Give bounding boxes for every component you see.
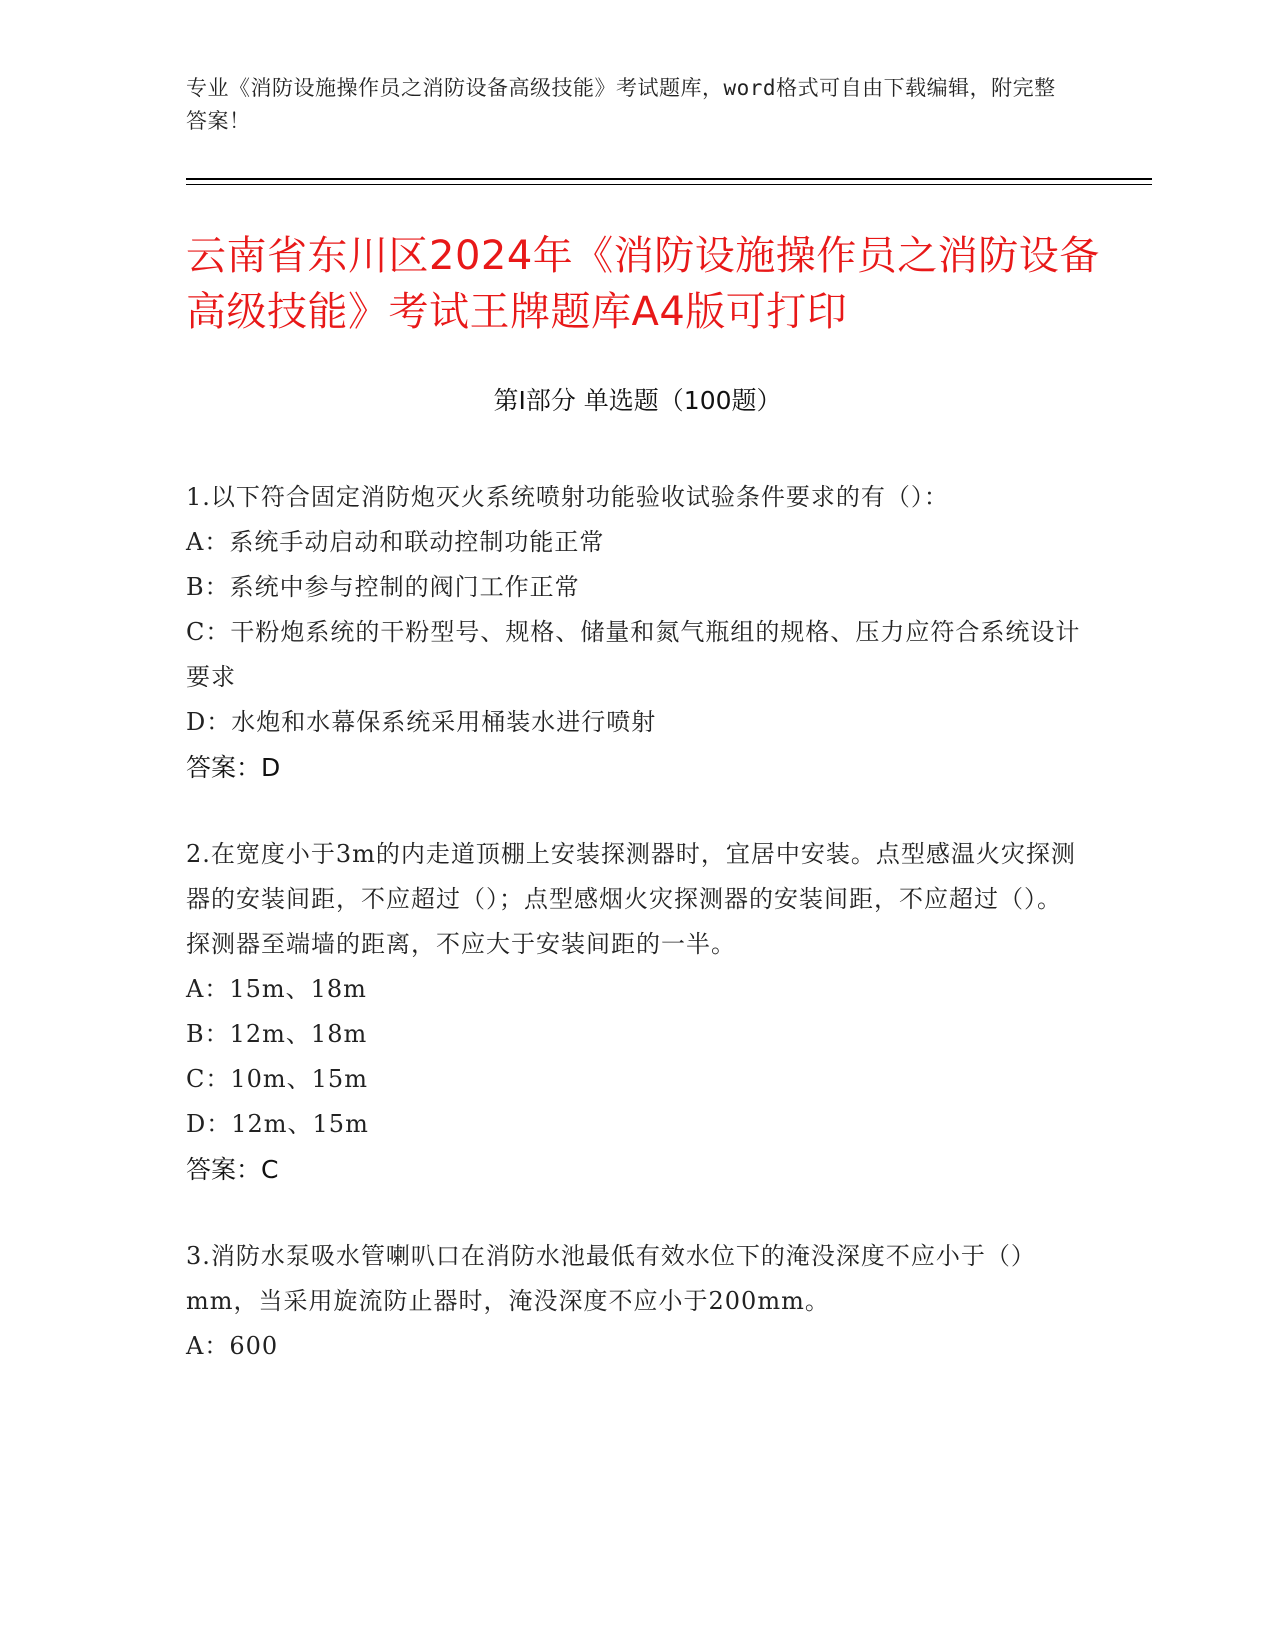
question-2 [186,832,1086,1192]
question-1 [186,475,1086,790]
header-divider-thick [186,178,1152,180]
question-text: 1.以下符合固定消防炮灭火系统喷射功能验收试验条件要求的有（）： [186,483,949,511]
header-note: 专业《消防设施操作员之消防设备高级技能》考试题库，word格式可自由下载编辑，附完整答案！ [186,76,1056,133]
answer: 答案：C [186,1155,279,1184]
answer: 答案：D [186,753,281,782]
option-d: D：水炮和水幕保系统采用桶装水进行喷射 [186,708,657,736]
option-b: B：系统中参与控制的阀门工作正常 [186,573,580,601]
option-d: D：12m、15m [186,1110,369,1138]
option-b: B：12m、18m [186,1020,368,1048]
option-a: A：600 [186,1332,279,1360]
section-heading: 第Ⅰ部分 单选题（100题） [493,386,782,415]
document-title: 云南省东川区2024年《消防设施操作员之消防设备高级技能》考试王牌题库A4版可打印 [186,233,1100,335]
option-c: C：干粉炮系统的干粉型号、规格、储量和氮气瓶组的规格、压力应符合系统设计要求 [186,618,1081,691]
question-list [186,475,1086,1411]
question-3 [186,1234,1086,1369]
question-text: 2.在宽度小于3m的内走道顶棚上安装探测器时，宜居中安装。点型感温火灾探测器的安装间距，不应超过（）；点型感烟火灾探测器的安装间距，不应超过（）。探测器至端墙的距离，不应大于安装间距的一半。 [186,840,1076,958]
header-divider-thin [186,184,1152,185]
question-text: 3.消防水泵吸水管喇叭口在消防水池最低有效水位下的淹没深度不应小于（）mm，当采用旋流防止器时，淹没深度不应小于200mm。 [186,1242,1036,1315]
option-a: A：系统手动启动和联动控制功能正常 [186,528,605,556]
option-a: A：15m、18m [186,975,367,1003]
option-c: C：10m、15m [186,1065,368,1093]
